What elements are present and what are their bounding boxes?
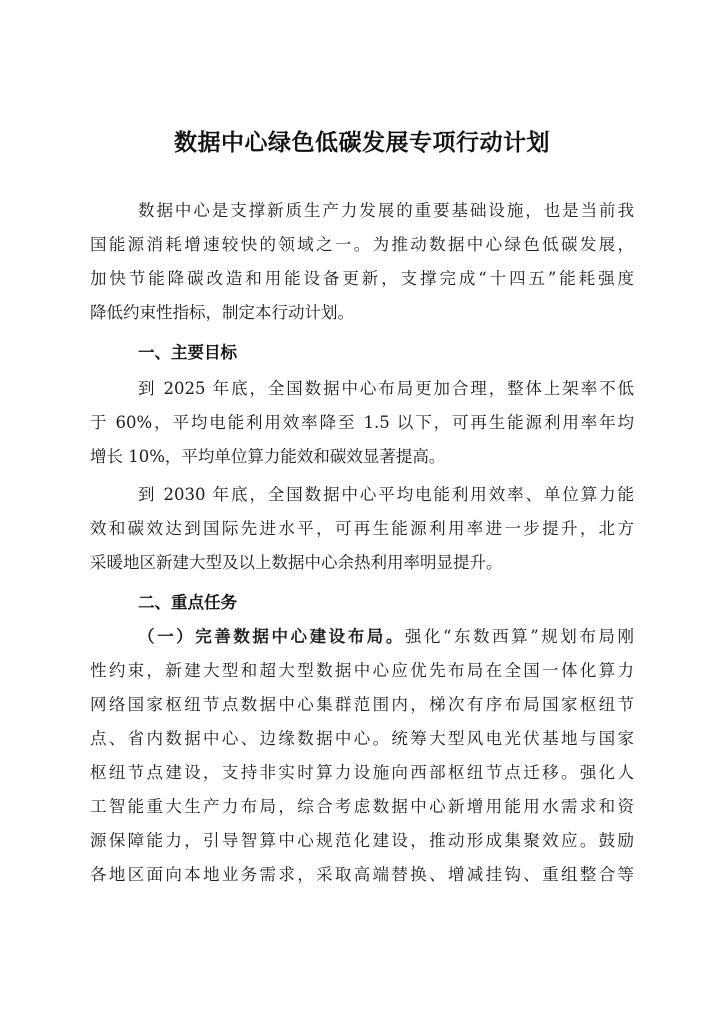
task1-line: 源保障能力，引导智算中心规范化建设，推动形成集聚效应。鼓励 bbox=[90, 831, 634, 850]
task1-line: 点、省内数据中心、边缘数据中心。统筹大型风电光伏基地与国家 bbox=[90, 729, 634, 748]
goals-para2-line: 效和碳效达到国际先进水平，可再生能源利用率进一步提升，北方 bbox=[90, 519, 634, 538]
task1-line: 各地区面向本地业务需求，采取高端替换、增减挂钩、重组整合等 bbox=[90, 865, 634, 884]
task1-line: 枢纽节点建设，支持非实时算力设施向西部枢纽节点迁移。强化人 bbox=[90, 763, 634, 782]
section-heading-tasks: 二、重点任务 bbox=[138, 593, 237, 612]
task1-line: 工智能重大生产力布局，综合考虑数据中心新增用能用水需求和资 bbox=[90, 797, 634, 816]
task1-first-rest: 强化“东数西算”规划布局刚 bbox=[404, 627, 634, 646]
goals-para1-line: 于 60%，平均电能利用效率降至 1.5 以下，可再生能源利用率年均 bbox=[90, 413, 634, 432]
task1-line: 性约束，新建大型和超大型数据中心应优先布局在全国一体化算力 bbox=[90, 661, 634, 680]
task1-line: 网络国家枢纽节点数据中心集群范围内，梯次有序布局国家枢纽节 bbox=[90, 695, 634, 714]
intro-line: 降低约束性指标，制定本行动计划。 bbox=[90, 303, 354, 322]
intro-line: 数据中心是支撑新质生产力发展的重要基础设施，也是当前我 bbox=[138, 201, 634, 220]
task1-label: （一）完善数据中心建设布局。 bbox=[138, 627, 405, 646]
goals-para2-line: 采暖地区新建大型及以上数据中心余热利用率明显提升。 bbox=[90, 553, 503, 572]
goals-para1-line: 增长 10%，平均单位算力能效和碳效显著提高。 bbox=[90, 447, 446, 466]
goals-para2-line: 到 2030 年底，全国数据中心平均电能利用效率、单位算力能 bbox=[138, 485, 634, 504]
document-title: 数据中心绿色低碳发展专项行动计划 bbox=[174, 130, 550, 156]
intro-line: 国能源消耗增速较快的领域之一。为推动数据中心绿色低碳发展， bbox=[90, 235, 634, 254]
task1-first-line bbox=[138, 622, 634, 652]
section-heading-goals: 一、主要目标 bbox=[138, 343, 237, 362]
goals-para1-line: 到 2025 年底，全国数据中心布局更加合理，整体上架率不低 bbox=[138, 379, 634, 398]
intro-line: 加快节能降碳改造和用能设备更新，支撑完成“十四五”能耗强度 bbox=[90, 269, 634, 288]
